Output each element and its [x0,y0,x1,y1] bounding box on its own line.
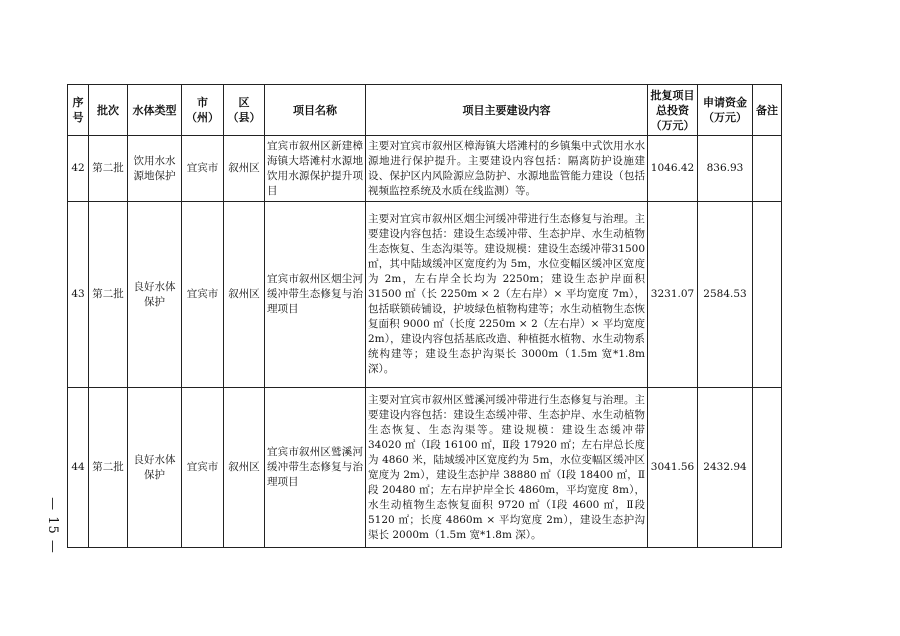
table-row [68,136,782,202]
header-batch: 批次 [89,85,128,136]
cell-remarks [753,388,782,548]
header-seq: 序号 [68,85,89,136]
cell-city: 宜宾市 [182,202,224,388]
cell-approved-investment: 1046.42 [648,136,698,202]
header-project-name: 项目名称 [265,85,366,136]
cell-requested-funds: 2584.53 [698,202,753,388]
header-content: 项目主要建设内容 [366,85,648,136]
cell-project-name: 宜宾市叙州区新建樟海镇大塔滩村水源地饮用水源保护提升项目 [265,136,366,202]
header-requested-funds: 申请资金（万元） [698,85,753,136]
cell-project-name: 宜宾市叙州区烟尘河缓冲带生态修复与治理项目 [265,202,366,388]
cell-remarks [753,202,782,388]
table-row [68,388,782,548]
cell-water-type: 饮用水水源地保护 [128,136,182,202]
cell-remarks [753,136,782,202]
cell-seq: 43 [68,202,89,388]
page-number-text: — 15 — [44,496,60,554]
cell-city: 宜宾市 [182,388,224,548]
table-header-row [68,85,782,136]
header-water-type: 水体类型 [128,85,182,136]
cell-approved-investment: 3231.07 [648,202,698,388]
cell-district: 叙州区 [224,136,265,202]
cell-content: 主要对宜宾市叙州区樟海镇大塔滩村的乡镇集中式饮用水水源地进行保护提升。主要建设内容包括：隔离防护设施建设、保护区内风险源应急防护、水源地监管能力建设（包括视频监控系统及水质在线监测）等。 [366,136,648,202]
project-table [67,84,782,548]
cell-content: 主要对宜宾市叙州区烟尘河缓冲带进行生态修复与治理。主要建设内容包括：建设生态缓冲带、生态护岸、水生动植物生态恢复、生态沟渠等。建设规模：建设生态缓冲带31500 ㎡，其中陆域缓冲区宽度约为 5m，水位变幅区缓冲区宽度为 2m，左右岸全长均为 2250m；建设生态护岸面积 31500 ㎡（长 2250m × 2（左右岸）× 平均宽度 7m），包括联锁砖铺设，护坡绿色植物构建等；水生动植物生态恢复面积 9000 ㎡（长度 2250m × 2（左右岸）× 平均宽度 2m），建设内容包括基底改造、种植挺水植物、水生动物系统构建等；建设生态护沟渠长 3000m（1.5m 宽*1.8m 深）。 [366,202,648,388]
cell-district: 叙州区 [224,388,265,548]
table-row [68,202,782,388]
cell-content: 主要对宜宾市叙州区鹫溪河缓冲带进行生态修复与治理。主要建设内容包括：建设生态缓冲带、生态护岸、水生动植物生态恢复、生态沟渠等。建设规模：建设生态缓冲带 34020 ㎡（Ⅰ段 16100 ㎡，Ⅱ段 17920 ㎡；左右岸总长度为 4860 米，陆域缓冲区宽度约为 5m，水位变幅区缓冲区宽度为 2m），建设生态护岸 38880 ㎡（Ⅰ段 18400 ㎡，Ⅱ段 20480 ㎡；左右岸护岸全长 4860m，平均宽度 8m），水生动植物生态恢复面积 9720 ㎡（Ⅰ段 4600 ㎡，Ⅱ段 5120 ㎡；长度 4860m × 平均宽度 2m），建设生态护沟渠长 2000m（1.5m 宽*1.8m 深）。 [366,388,648,548]
header-remarks: 备注 [753,85,782,136]
cell-requested-funds: 836.93 [698,136,753,202]
cell-city: 宜宾市 [182,136,224,202]
cell-water-type: 良好水体保护 [128,388,182,548]
cell-project-name: 宜宾市叙州区鹫溪河缓冲带生态修复与治理项目 [265,388,366,548]
cell-water-type: 良好水体保护 [128,202,182,388]
cell-approved-investment: 3041.56 [648,388,698,548]
header-approved-investment: 批复项目总投资（万元） [648,85,698,136]
page-number [44,480,60,570]
cell-requested-funds: 2432.94 [698,388,753,548]
header-district: 区（县） [224,85,265,136]
cell-batch: 第二批 [89,136,128,202]
cell-district: 叙州区 [224,202,265,388]
cell-batch: 第二批 [89,202,128,388]
header-city: 市（州） [182,85,224,136]
cell-seq: 44 [68,388,89,548]
cell-seq: 42 [68,136,89,202]
cell-batch: 第二批 [89,388,128,548]
